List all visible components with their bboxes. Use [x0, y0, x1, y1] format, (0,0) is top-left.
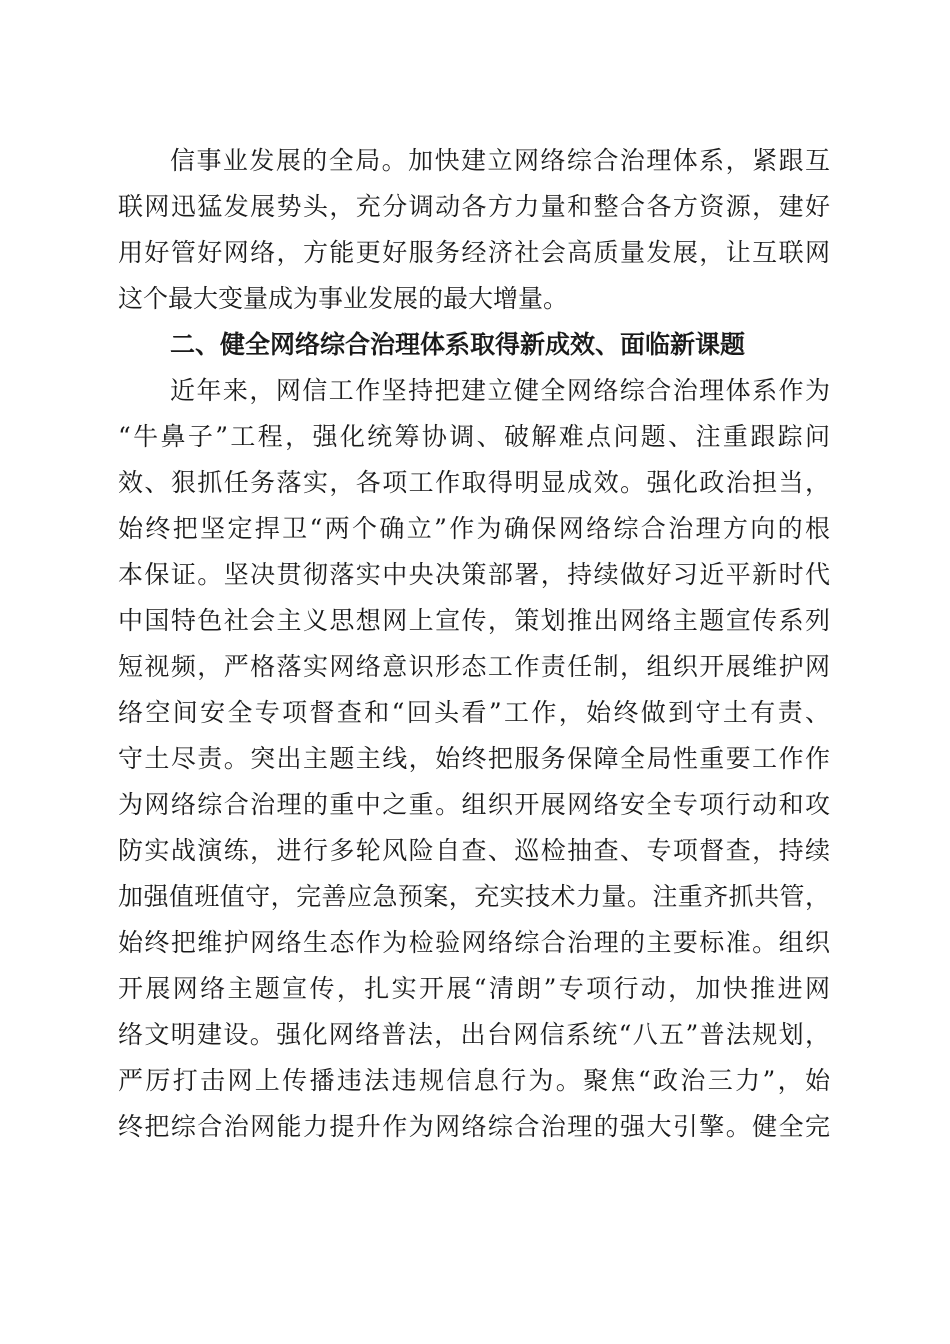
- paragraph-line: 严厉打击网上传播违法违规信息行为。聚焦“政治三力”，始: [118, 1066, 830, 1095]
- paragraph-line: 效、狠抓任务落实，各项工作取得明显成效。强化政治担当，: [118, 468, 830, 497]
- paragraph-line: 始终把维护网络生态作为检验网络综合治理的主要标准。组织: [118, 928, 830, 957]
- paragraph-line: 终把综合治网能力提升作为网络综合治理的强大引擎。健全完: [118, 1112, 830, 1141]
- paragraph-line: 信事业发展的全局。加快建立网络综合治理体系，紧跟互: [170, 146, 830, 175]
- paragraph-line: 络文明建设。强化网络普法，出台网信系统“八五”普法规划，: [118, 1020, 830, 1049]
- paragraph-line: 近年来，网信工作坚持把建立健全网络综合治理体系作为: [170, 376, 830, 405]
- paragraph-line: 防实战演练，进行多轮风险自查、巡检抽查、专项督查，持续: [118, 836, 830, 865]
- paragraph-line: 开展网络主题宣传，扎实开展“清朗”专项行动，加快推进网: [118, 974, 830, 1003]
- paragraph-line: 中国特色社会主义思想网上宣传，策划推出网络主题宣传系列: [118, 606, 830, 635]
- paragraph-line: 络空间安全专项督查和“回头看”工作，始终做到守土有责、: [118, 698, 830, 727]
- paragraph-line: 本保证。坚决贯彻落实中央决策部署，持续做好习近平新时代: [118, 560, 830, 589]
- paragraph-line: 加强值班值守，完善应急预案，充实技术力量。注重齐抓共管，: [118, 882, 830, 911]
- paragraph-line: 始终把坚定捍卫“两个确立”作为确保网络综合治理方向的根: [118, 514, 830, 543]
- section-heading: 二、健全网络综合治理体系取得新成效、面临新课题: [170, 330, 746, 359]
- paragraph-line: 联网迅猛发展势头，充分调动各方力量和整合各方资源，建好: [118, 192, 830, 221]
- paragraph-line: 为网络综合治理的重中之重。组织开展网络安全专项行动和攻: [118, 790, 830, 819]
- paragraph-line: “牛鼻子”工程，强化统筹协调、破解难点问题、注重跟踪问: [118, 422, 830, 451]
- paragraph-line: 短视频，严格落实网络意识形态工作责任制，组织开展维护网: [118, 652, 830, 681]
- paragraph-line: 这个最大变量成为事业发展的最大增量。: [118, 284, 569, 313]
- paragraph-line: 守土尽责。突出主题主线，始终把服务保障全局性重要工作作: [118, 744, 830, 773]
- paragraph-line: 用好管好网络，方能更好服务经济社会高质量发展，让互联网: [118, 238, 830, 267]
